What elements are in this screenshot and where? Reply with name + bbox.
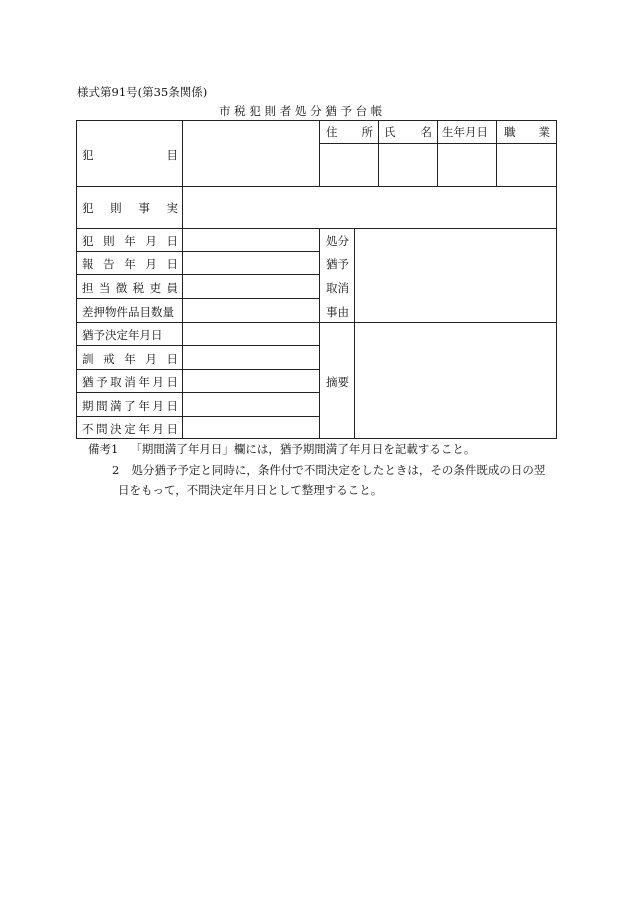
divider [354, 228, 355, 438]
remarks-label: 摘要 [326, 375, 349, 389]
divider [76, 369, 319, 370]
divider [76, 392, 319, 393]
divider [76, 274, 319, 275]
offense-label: 犯 目 [82, 148, 178, 162]
facts-label: 犯 則 事 実 [82, 201, 178, 215]
form-number: 様式第91号(第35条関係) [77, 85, 208, 99]
cancel-reason-4: 事由 [326, 305, 349, 319]
divider [76, 322, 556, 323]
divider [76, 345, 319, 346]
border-right [556, 120, 557, 438]
divider [378, 120, 379, 186]
divider [76, 186, 556, 187]
note-2 [112, 462, 545, 478]
divider [76, 298, 319, 299]
non-prosecution-date-label: 不 問 決 定 年 月 日 [82, 422, 178, 436]
border-bottom [76, 438, 557, 439]
border-top [76, 120, 556, 121]
note-1-text: 「期間満了年月日」欄には，猶予期間満了年月日を記載すること。 [130, 442, 476, 456]
note-2-line-1: 処分猶予予定と同時に，条件付で不問決定をしたときは，その条件既成の日の翌 [131, 463, 546, 477]
divider [319, 120, 320, 186]
divider [319, 143, 556, 144]
note-1-prefix: 備考1 [88, 442, 119, 456]
report-date-label: 報 告 年 月 日 [82, 257, 178, 271]
deferral-decision-date-label: 猶予決定年月日 [82, 328, 163, 342]
page-title: 市税犯則者処分猶予台帳 [219, 104, 386, 118]
header-name: 氏 名 [384, 125, 432, 139]
period-expiry-date-label: 期 間 満 了 年 月 日 [82, 399, 178, 413]
seized-items-label: 差押物件品目数量 [82, 305, 174, 319]
offense-date-label: 犯 則 年 月 日 [82, 234, 178, 248]
admonition-date-label: 訓 戒 年 月 日 [82, 352, 178, 366]
deferral-cancel-date-label: 猶 予 取 消 年 月 日 [82, 375, 178, 389]
divider [182, 120, 183, 228]
border-left [76, 120, 77, 438]
divider [76, 228, 556, 229]
divider [319, 228, 320, 438]
cancel-reason-2: 猶予 [326, 257, 349, 271]
divider [496, 120, 497, 186]
header-address: 住 所 [326, 125, 373, 139]
divider [76, 251, 319, 252]
cancel-reason-3: 取消 [326, 281, 349, 295]
divider [182, 228, 183, 438]
note-1 [88, 441, 475, 457]
divider [437, 120, 438, 186]
header-dob: 生年月日 [442, 125, 488, 139]
note-2-line-2: 日をもって，不問決定年月日として整理すること。 [118, 483, 383, 497]
note-2-number: 2 [112, 463, 120, 477]
officer-label: 担 当 徴 税 吏 員 [82, 281, 178, 295]
cancel-reason-1: 処分 [326, 234, 349, 248]
divider [76, 416, 319, 417]
ledger-table [76, 120, 556, 438]
header-occupation: 職 業 [504, 125, 550, 139]
